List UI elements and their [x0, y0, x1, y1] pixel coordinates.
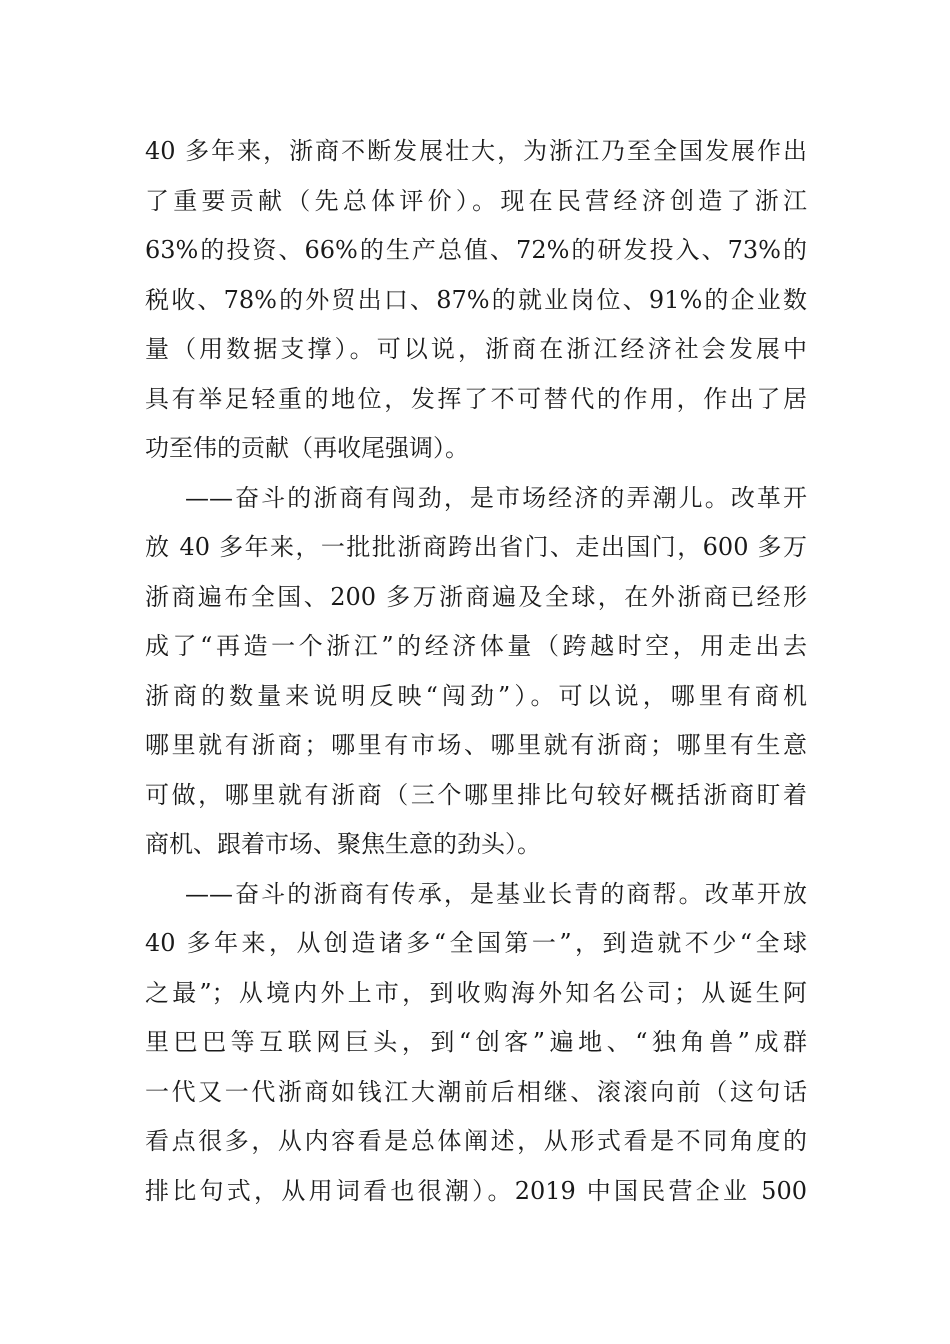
text-line: 可做，哪里就有浙商（三个哪里排比句较好概括浙商盯着 — [145, 780, 807, 809]
text-line: 税收、78%的外贸出口、87%的就业岗位、91%的企业数 — [145, 285, 807, 314]
text-line: ——奋斗的浙商有传承，是基业长青的商帮。改革开放 — [185, 879, 807, 908]
text-line: 里巴巴等互联网巨头，到“创客”遍地、“独角兽”成群 — [145, 1028, 807, 1056]
text-line: 放 40 多年来，一批批浙商跨出省门、走出国门，600 多万 — [145, 533, 807, 561]
text-line: 了重要贡献（先总体评价）。现在民营经济创造了浙江 — [145, 186, 807, 215]
text-line: ——奋斗的浙商有闯劲，是市场经济的弄潮儿。改革开 — [185, 483, 807, 512]
text-line: 功至伟的贡献（再收尾强调）。 — [145, 434, 469, 462]
text-line: 浙商的数量来说明反映“闯劲”）。可以说，哪里有商机 — [145, 681, 807, 710]
text-line: 40 多年来，浙商不断发展壮大，为浙江乃至全国发展作出 — [145, 137, 807, 165]
text-line: 排比句式，从用词看也很潮）。2019 中国民营企业 500 — [145, 1176, 807, 1205]
paragraph-1 — [145, 127, 807, 474]
text-line: 具有举足轻重的地位，发挥了不可替代的作用，作出了居 — [145, 384, 807, 413]
paragraph-3 — [145, 870, 807, 1217]
text-line: 成了“再造一个浙江”的经济体量（跨越时空，用走出去 — [145, 632, 807, 660]
text-line: 商机、跟着市场、聚焦生意的劲头）。 — [145, 830, 541, 858]
text-line: 40 多年来，从创造诸多“全国第一”，到造就不少“全球 — [145, 929, 807, 957]
text-line: 哪里就有浙商；哪里有市场、哪里就有浙商；哪里有生意 — [145, 731, 807, 759]
text-line: 一代又一代浙商如钱江大潮前后相继、滚滚向前（这句话 — [145, 1077, 807, 1106]
text-line: 看点很多，从内容看是总体阐述，从形式看是不同角度的 — [145, 1127, 807, 1155]
text-line: 浙商遍布全国、200 多万浙商遍及全球，在外浙商已经形 — [145, 582, 807, 611]
text-line: 之最”；从境内外上市，到收购海外知名公司；从诞生阿 — [145, 978, 807, 1007]
document-body — [145, 127, 807, 1216]
paragraph-2 — [145, 474, 807, 870]
text-line: 量（用数据支撑）。可以说，浙商在浙江经济社会发展中 — [145, 335, 807, 363]
text-line: 63%的投资、66%的生产总值、72%的研发投入、73%的 — [145, 236, 807, 264]
